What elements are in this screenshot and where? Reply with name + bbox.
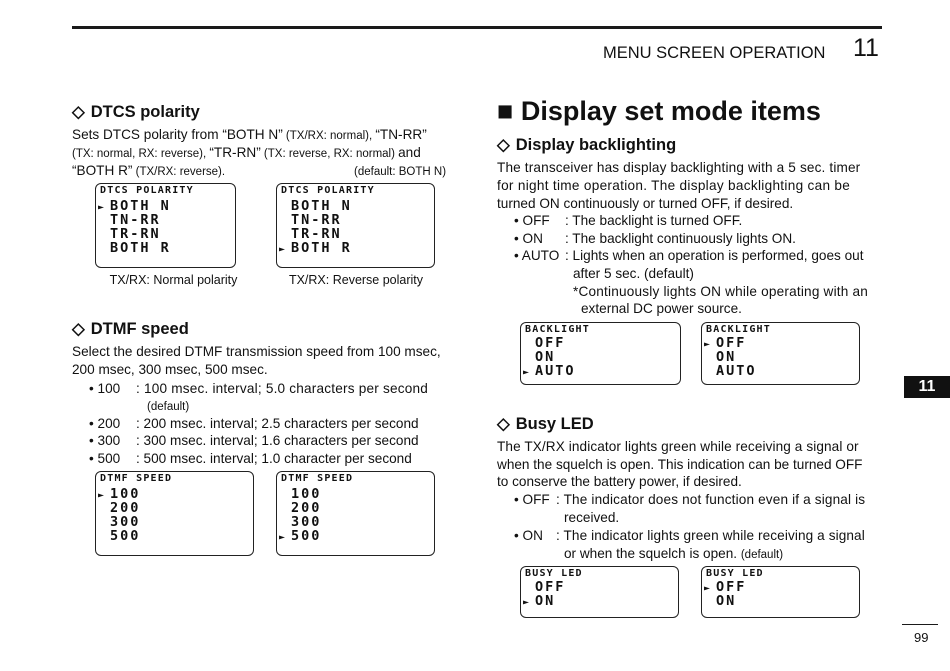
dtmf-desc: : 200 msec. interval; 2.5 characters per second — [136, 416, 419, 431]
busy-desc: : The indicator does not function even if a signal is — [556, 492, 866, 507]
backlight-desc: : The backlight continuously lights ON. — [565, 231, 796, 246]
dtcs-text: “TN-RR” — [375, 127, 427, 142]
lcd-dtcs-normal — [95, 183, 236, 268]
lcd-option — [98, 515, 140, 529]
backlight-desc: : The backlight is turned OFF. — [565, 213, 743, 228]
lcd-option-text: BOTH N — [110, 198, 171, 214]
cursor-icon: ► — [523, 367, 530, 378]
busy-intro-2: when the squelch is open. This indication can be turned OFF — [497, 457, 863, 472]
header-title: MENU SCREEN OPERATION — [603, 44, 826, 62]
lcd-option — [98, 213, 161, 227]
lcd-option — [523, 350, 555, 364]
cursor-icon: ► — [523, 597, 530, 608]
lcd-title: DTCS POLARITY — [281, 185, 375, 196]
chapter-number: 11 — [853, 34, 879, 62]
dtcs-text: “TR-RN” — [209, 145, 261, 160]
dtcs-text: “BOTH R” — [72, 163, 133, 178]
lcd-option-text: ON — [535, 593, 556, 609]
dtmf-desc: : 100 msec. interval; 5.0 characters per second — [136, 381, 428, 396]
lcd-busy-off — [701, 566, 860, 618]
lcd-option-text: ON — [716, 349, 737, 365]
dtcs-heading — [72, 102, 200, 122]
lcd-option — [279, 199, 352, 213]
lcd-option-text: 100 — [110, 486, 141, 502]
backlight-auto-cont: after 5 sec. (default) — [573, 266, 694, 281]
dtcs-text: (TX: reverse, RX: normal) — [260, 148, 399, 160]
dtcs-text: (TX/RX: reverse). — [132, 166, 226, 178]
lcd-option-text: TR-RN — [110, 226, 161, 242]
lcd-option-text: 200 — [110, 500, 141, 516]
dtmf-bullet: • 200 — [89, 416, 121, 431]
lcd-title: DTCS POLARITY — [100, 185, 194, 196]
lcd-option — [279, 241, 352, 257]
backlight-bullet: • OFF — [514, 213, 550, 228]
dtmf-bullet: • 500 — [89, 451, 121, 466]
busy-heading-text: Busy LED — [515, 415, 594, 433]
busy-bullet: • ON — [514, 528, 543, 543]
dtmf-heading-text: DTMF speed — [90, 320, 189, 338]
busy-intro-1: The TX/RX indicator lights green while receiving a signal or — [497, 439, 859, 454]
dtcs-text: (TX/RX: normal), — [282, 130, 376, 142]
backlight-heading — [497, 135, 676, 155]
lcd-option-text: BOTH N — [291, 198, 352, 214]
diamond-icon: ◇ — [497, 136, 510, 154]
lcd-option-text: TR-RN — [291, 226, 342, 242]
dtmf-bullet: • 300 — [89, 433, 121, 448]
lcd-option — [704, 364, 757, 378]
cursor-icon: ► — [704, 583, 711, 594]
lcd-option-text: OFF — [535, 579, 566, 595]
lcd-option-text: TN-RR — [291, 212, 342, 228]
busy-desc-cont: received. — [564, 510, 620, 525]
lcd-option-text: AUTO — [716, 363, 757, 379]
cursor-icon: ► — [279, 244, 286, 255]
busy-default: (default) — [740, 549, 784, 561]
dtmf-intro-2: 200 msec, 300 msec, 500 msec. — [72, 362, 268, 377]
dtcs-default: (default: BOTH N) — [354, 166, 447, 178]
lcd-title: DTMF SPEED — [100, 473, 173, 484]
lcd-option — [704, 350, 736, 364]
dtmf-intro-1: Select the desired DTMF transmission speed from 100 msec, — [72, 344, 441, 359]
section-title-text: Display set mode items — [520, 96, 821, 126]
lcd-backlight-off — [701, 322, 860, 385]
lcd-option-text: TN-RR — [110, 212, 161, 228]
dtcs-line-3 — [72, 162, 225, 181]
lcd-option-text: OFF — [535, 335, 566, 351]
lcd-option-text: AUTO — [535, 363, 576, 379]
backlight-note-2: external DC power source. — [581, 301, 742, 316]
diamond-icon: ◇ — [72, 320, 85, 338]
lcd-option — [523, 364, 576, 380]
lcd-option — [523, 594, 555, 610]
dtmf-desc: : 300 msec. interval; 1.6 characters per second — [136, 433, 419, 448]
dtcs-line-1 — [72, 126, 427, 145]
lcd-option — [98, 529, 140, 543]
dtmf-default: (default) — [147, 401, 190, 413]
lcd-option-text: 500 — [291, 528, 322, 544]
lcd-option — [98, 241, 171, 255]
lcd-option — [704, 594, 736, 608]
lcd-option — [279, 515, 321, 529]
caption-normal: TX/RX: Normal polarity — [109, 273, 238, 287]
section-title — [497, 96, 821, 127]
lcd-option-text: 300 — [291, 514, 322, 530]
backlight-intro-3: turned ON continuously or turned OFF, if desired. — [497, 196, 794, 211]
square-bullet-icon: ■ — [497, 96, 514, 126]
lcd-option — [523, 580, 565, 594]
page-number: 99 — [914, 630, 929, 645]
lcd-option — [279, 213, 342, 227]
busy-bullet: • OFF — [514, 492, 550, 507]
backlight-desc: : Lights when an operation is performed, goes out — [565, 248, 864, 263]
backlight-note-1: *Continuously lights ON while operating with an — [573, 284, 869, 299]
top-rule — [72, 26, 882, 29]
dtcs-text: (TX: normal, RX: reverse), — [72, 148, 210, 160]
lcd-backlight-auto — [520, 322, 681, 385]
chapter-tab: 11 — [904, 376, 950, 398]
lcd-option-text: BOTH R — [291, 240, 352, 256]
lcd-title: BUSY LED — [525, 568, 583, 579]
caption-reverse: TX/RX: Reverse polarity — [288, 273, 424, 287]
cursor-icon: ► — [98, 202, 105, 213]
lcd-option — [279, 487, 321, 501]
lcd-title: BACKLIGHT — [706, 324, 771, 335]
cursor-icon: ► — [704, 339, 711, 350]
lcd-title: BUSY LED — [706, 568, 764, 579]
backlight-intro-2: for night time operation. The display backlighting can be — [497, 178, 851, 193]
lcd-title: DTMF SPEED — [281, 473, 354, 484]
lcd-dtcs-reverse — [276, 183, 435, 268]
dtmf-bullet: • 100 — [89, 381, 121, 396]
busy-desc: : The indicator lights green while receiving a signal — [556, 528, 865, 543]
lcd-option-text: 200 — [291, 500, 322, 516]
lcd-dtmf-100 — [95, 471, 254, 556]
lcd-option — [98, 227, 161, 241]
cursor-icon: ► — [98, 490, 105, 501]
lcd-option-text: OFF — [716, 579, 747, 595]
lcd-option — [279, 529, 321, 545]
lcd-option-text: ON — [716, 593, 737, 609]
busy-heading — [497, 414, 594, 434]
busy-text: or when the squelch is open. — [564, 546, 738, 561]
dtmf-desc: : 500 msec. interval; 1.0 character per second — [136, 451, 412, 466]
lcd-option — [279, 501, 321, 515]
dtmf-heading — [72, 319, 189, 339]
lcd-option-text: ON — [535, 349, 556, 365]
backlight-heading-text: Display backlighting — [515, 136, 677, 154]
lcd-option-text: 500 — [110, 528, 141, 544]
footer-rule — [902, 624, 938, 625]
diamond-icon: ◇ — [72, 103, 85, 121]
dtcs-line-2 — [72, 144, 421, 163]
cursor-icon: ► — [279, 532, 286, 543]
backlight-intro-1: The transceiver has display backlighting with a 5 sec. timer — [497, 160, 861, 175]
lcd-busy-on — [520, 566, 679, 618]
backlight-bullet: • ON — [514, 231, 543, 246]
dtcs-text: Sets DTCS polarity from “BOTH N” — [72, 127, 283, 142]
dtcs-text: and — [398, 145, 421, 160]
lcd-option-text: OFF — [716, 335, 747, 351]
lcd-option — [279, 227, 342, 241]
lcd-option-text: BOTH R — [110, 240, 171, 256]
lcd-dtmf-500 — [276, 471, 435, 556]
lcd-option-text: 100 — [291, 486, 322, 502]
lcd-title: BACKLIGHT — [525, 324, 590, 335]
lcd-option-text: 300 — [110, 514, 141, 530]
lcd-option — [98, 501, 140, 515]
dtcs-heading-text: DTCS polarity — [90, 103, 200, 121]
busy-intro-3: to conserve the battery power, if desired. — [497, 474, 742, 489]
backlight-bullet: • AUTO — [514, 248, 560, 263]
busy-desc-cont — [564, 545, 783, 564]
lcd-option — [523, 336, 565, 350]
diamond-icon: ◇ — [497, 415, 510, 433]
